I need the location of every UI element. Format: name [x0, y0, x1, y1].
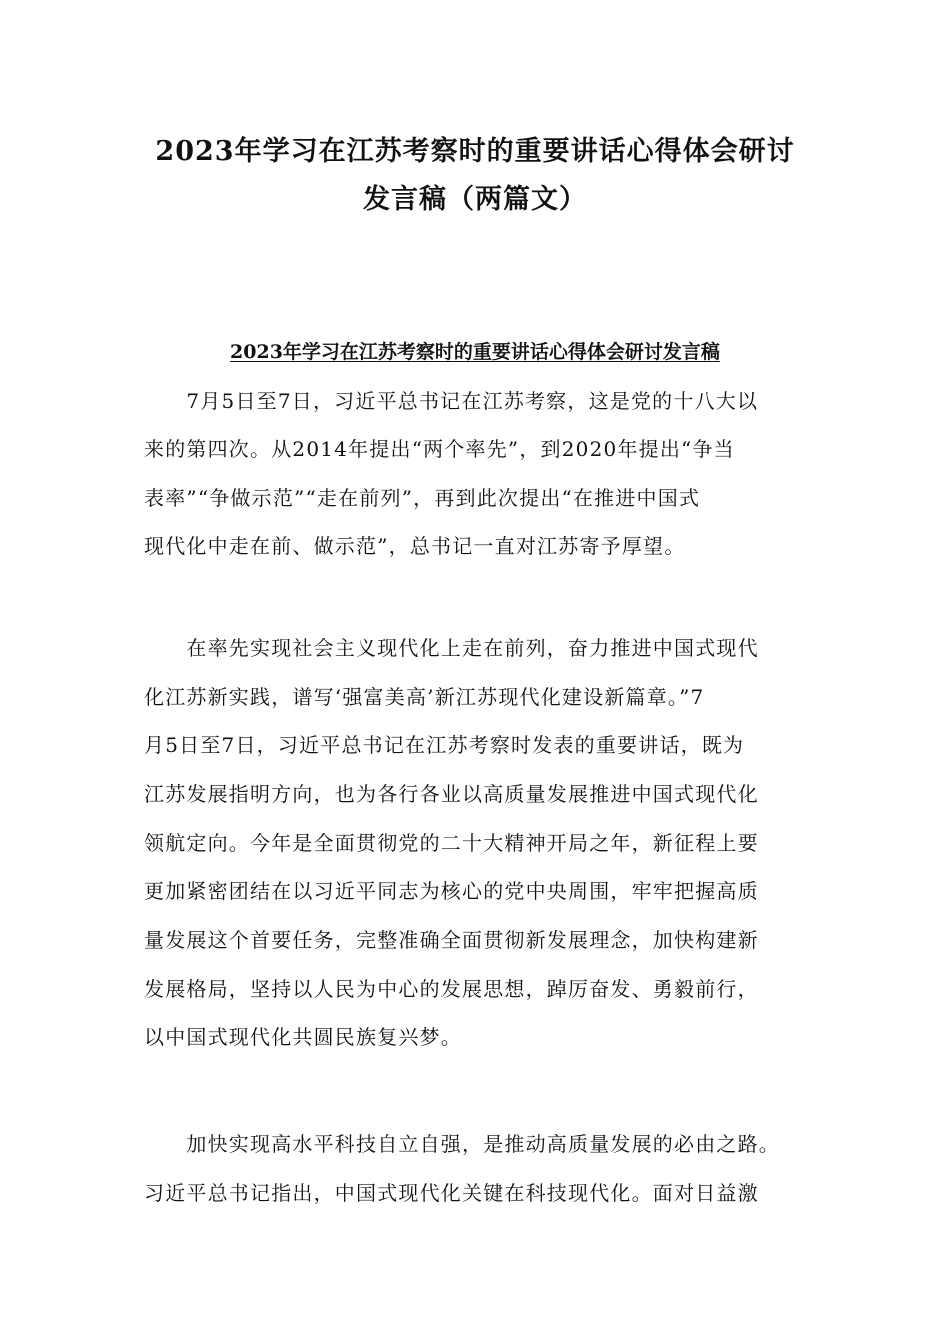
paragraph-3-line: 加快实现高水平科技自立自强，是推动高质量发展的必由之路。: [144, 1132, 780, 1156]
section-heading: [100, 339, 850, 365]
paragraph-1-line: 表率”“争做示范”“走在前列”，再到此次提出“在推进中国式: [144, 486, 701, 510]
paragraph-2-line: 发展格局，坚持以人民为中心的发展思想，踔厉奋发、勇毅前行，: [144, 977, 759, 1001]
paragraph-2-line: 月5日至7日，习近平总书记在江苏考察时发表的重要讲话，既为: [144, 733, 745, 757]
paragraph-2-line: 在率先实现社会主义现代化上走在前列，奋力推进中国式现代: [144, 636, 759, 660]
paragraph-1-line: 来的第四次。从2014年提出“两个率先”，到2020年提出“争当: [144, 437, 735, 461]
paragraph-2-line: 化江苏新实践，谱写‘强富美高’新江苏现代化建设新篇章。”7: [144, 685, 705, 709]
paragraph-2-line: 以中国式现代化共圆民族复兴梦。: [144, 1025, 462, 1049]
paragraph-1-line: 现代化中走在前、做示范”，总书记一直对江苏寄予厚望。: [144, 534, 686, 558]
document-title-line-1: 2023年学习在江苏考察时的重要讲话心得体会研讨: [155, 136, 795, 167]
paragraph-2-line: 领航定向。今年是全面贯彻党的二十大精神开局之年，新征程上要: [144, 831, 759, 855]
paragraph-2-line: 江苏发展指明方向，也为各行各业以高质量发展推进中国式现代化: [144, 782, 759, 806]
document-title-line-2: 发言稿（两篇文）: [363, 184, 587, 215]
paragraph-3-line: 习近平总书记指出，中国式现代化关键在科技现代化。面对日益激: [144, 1181, 759, 1205]
paragraph-1-line: 7月5日至7日，习近平总书记在江苏考察，这是党的十八大以: [144, 389, 759, 413]
paragraph-2-line: 量发展这个首要任务，完整准确全面贯彻新发展理念，加快构建新: [144, 928, 759, 952]
section-heading-text: 2023年学习在江苏考察时的重要讲话心得体会研讨发言稿: [230, 341, 720, 363]
paragraph-2-line: 更加紧密团结在以习近平同志为核心的党中央周围，牢牢把握高质: [144, 879, 759, 903]
